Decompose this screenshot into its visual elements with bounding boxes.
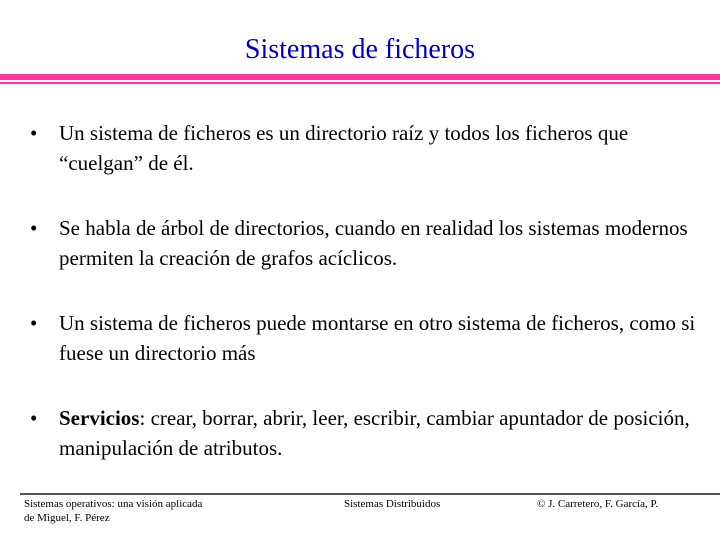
title-divider-thick bbox=[0, 74, 720, 80]
footer-divider bbox=[20, 493, 720, 495]
bullet-marker: • bbox=[30, 216, 38, 240]
bullet-marker: • bbox=[30, 121, 38, 145]
footer-book-reference bbox=[24, 497, 284, 525]
footer-course-name: Sistemas Distribuidos bbox=[344, 498, 441, 510]
bullet-text: Un sistema de ficheros es un directorio raíz y todos los ficheros que “cuelgan” de él. bbox=[59, 121, 629, 175]
bullet-item bbox=[30, 308, 700, 368]
bullet-list bbox=[30, 118, 700, 498]
bullet-item bbox=[30, 213, 700, 273]
bullet-text: Se habla de árbol de directorios, cuando en realidad los sistemas modernos permiten la creación de grafos acíclicos. bbox=[59, 216, 688, 270]
bullet-item bbox=[30, 118, 700, 178]
slide-title: Sistemas de ficheros bbox=[244, 34, 476, 65]
bullet-marker: • bbox=[30, 406, 38, 430]
bullet-text: : crear, borrar, abrir, leer, escribir, cambiar apuntador de posición, manipulación de atributos. bbox=[59, 406, 690, 460]
bullet-marker: • bbox=[30, 311, 38, 335]
bullet-text: Un sistema de ficheros puede montarse en otro sistema de ficheros, como si fuese un directorio más bbox=[59, 311, 696, 365]
title-divider-thin bbox=[0, 82, 720, 84]
footer-copyright: © J. Carretero, F. García, P. bbox=[537, 498, 659, 510]
footer-book-authors: de Miguel, F. Pérez bbox=[24, 512, 110, 524]
bullet-item bbox=[30, 403, 700, 463]
footer-book-title: Sistemas operativos: una visión aplicada bbox=[24, 498, 203, 510]
bullet-bold-term: Servicios bbox=[59, 406, 140, 430]
